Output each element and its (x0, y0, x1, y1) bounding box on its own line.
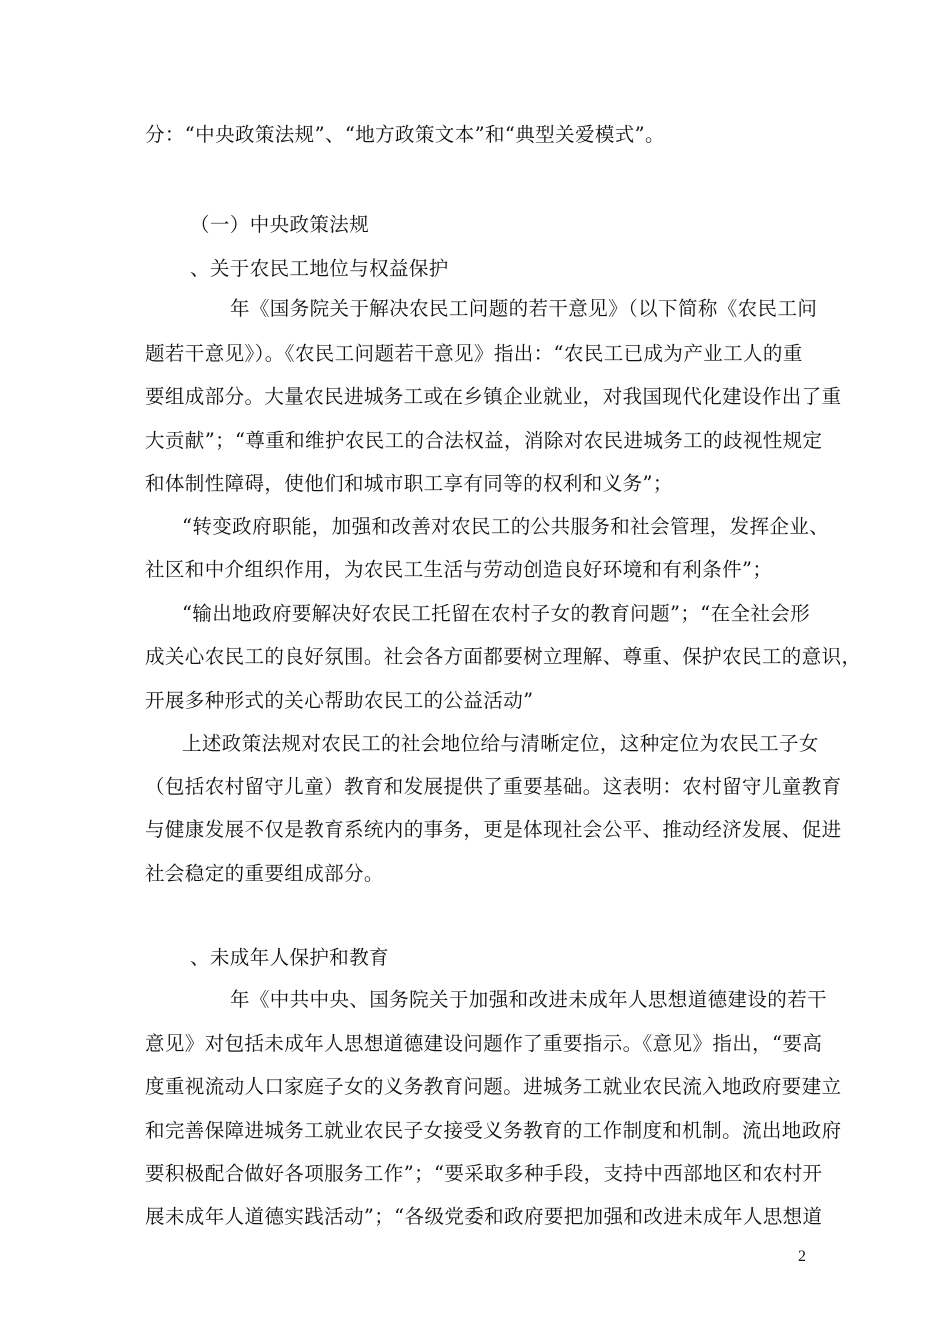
section-heading: （一）中央政策法规 (190, 213, 370, 236)
paragraph-5-line: 要积极配合做好各项服务工作”；“要采取多种手段，支持中西部地区和农村开 (145, 1162, 823, 1185)
subsection-2-heading: 、未成年人保护和教育 (190, 946, 390, 969)
page-number: 2 (798, 1248, 806, 1265)
paragraph-2-line: 社区和中介组织作用，为农民工生活与劳动创造良好环境和有利条件”； (145, 558, 773, 581)
paragraph-1-line: 大贡献”；“尊重和维护农民工的合法权益，消除对农民进城务工的歧视性规定 (145, 429, 823, 452)
paragraph-5-line: 展未成年人道德实践活动”；“各级党委和政府要把加强和改进未成年人思想道 (145, 1205, 823, 1228)
paragraph-5-line: 和完善保障进城务工就业农民子女接受义务教育的工作制度和机制。流出地政府 (145, 1119, 842, 1142)
paragraph-1-line: 题若干意见》）。《农民工问题若干意见》指出：“农民工已成为产业工人的重 (145, 342, 803, 365)
paragraph-1-line: 要组成部分。大量农民进城务工或在乡镇企业就业，对我国现代化建设作出了重 (145, 385, 842, 408)
paragraph-5-line: 年《中共中央、国务院关于加强和改进未成年人思想道德建设的若干 (230, 988, 828, 1011)
paragraph-1-line: 年《国务院关于解决农民工问题的若干意见》（以下简称《农民工问 (230, 297, 818, 320)
subsection-1-heading: 、关于农民工地位与权益保护 (190, 257, 449, 280)
paragraph-1-line: 和体制性障碍，使他们和城市职工享有同等的权利和义务”； (145, 472, 673, 495)
paragraph-5-line: 意见》对包括未成年人思想道德建设问题作了重要指示。《意见》指出，“要高 (145, 1032, 823, 1055)
paragraph-3-line: “输出地政府要解决好农民工托留在农村子女的教育问题”；“在全社会形 (182, 602, 811, 625)
paragraph-5-line: 度重视流动人口家庭子女的义务教育问题。进城务工就业农民流入地政府要建立 (145, 1075, 842, 1098)
paragraph-3-line: 成关心农民工的良好氛围。社会各方面都要树立理解、尊重、保护农民工的意识， (145, 645, 862, 668)
paragraph-4-line: 社会稳定的重要组成部分。 (145, 862, 384, 885)
paragraph-3-line: 开展多种形式的关心帮助农民工的公益活动” (145, 689, 534, 712)
paragraph-4-line: 与健康发展不仅是教育系统内的事务，更是体现社会公平、推动经济发展、促进 (145, 818, 842, 841)
paragraph-4-line: 上述政策法规对农民工的社会地位给与清晰定位，这种定位为农民工子女 (182, 732, 819, 755)
paragraph-2-line: “转变政府职能，加强和改善对农民工的公共服务和社会管理，发挥企业、 (182, 515, 830, 538)
paragraph-4-line: （包括农村留守儿童）教育和发展提供了重要基础。这表明：农村留守儿童教育 (145, 775, 842, 798)
intro-line: 分：“中央政策法规”、“地方政策文本”和“典型关爱模式”。 (145, 123, 665, 146)
